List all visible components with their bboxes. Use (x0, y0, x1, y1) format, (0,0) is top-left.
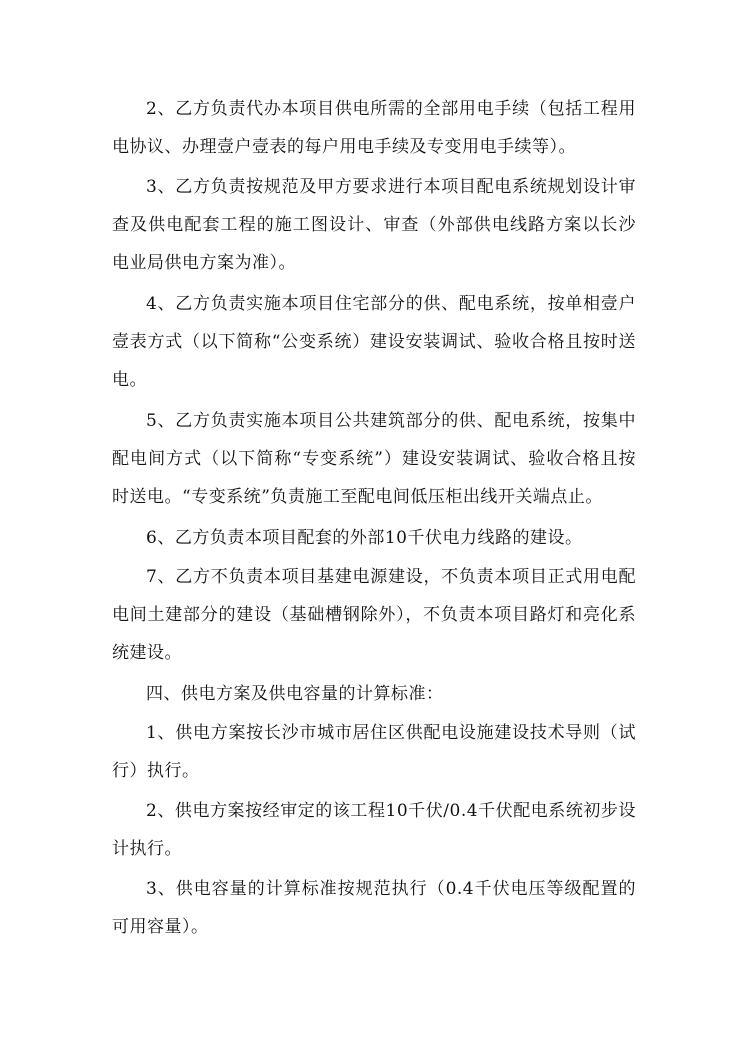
paragraph-item-2-agency: 2、乙方负责代办本项目供电所需的全部用电手续（包括工程用电协议、办理壹户壹表的每户用电手续及专变用电手续等）。 (112, 99, 636, 157)
section-heading-4: 四、供电方案及供电容量的计算标准： (146, 684, 444, 704)
paragraph-item-3-capacity: 3、供电容量的计算标准按规范执行（0.4千伏电压等级配置的可用容量）。 (112, 879, 636, 937)
paragraph-item-6-external-line: 6、乙方负责本项目配套的外部10千伏电力线路的建设。 (146, 528, 583, 548)
paragraph-item-5-public: 5、乙方负责实施本项目公共建筑部分的供、配电系统，按集中配电间方式（以下简称“专变系统”）建设安装调试、验收合格且按时送电。“专变系统”负责施工至配电间低压柜出线开关端点止。 (112, 411, 636, 507)
paragraph-item-2-preliminary-design: 2、供电方案按经审定的该工程10千伏/0.4千伏配电系统初步设计执行。 (112, 801, 636, 859)
paragraph-item-1-guideline: 1、供电方案按长沙市城市居住区供配电设施建设技术导则（试行）执行。 (112, 723, 636, 781)
paragraph-item-7-exclusions: 7、乙方不负责本项目基建电源建设，不负责本项目正式用电配电间土建部分的建设（基础槽钢除外），不负责本项目路灯和亮化系统建设。 (112, 567, 636, 663)
paragraph-item-3-design: 3、乙方负责按规范及甲方要求进行本项目配电系统规划设计审查及供电配套工程的施工图设计、审查（外部供电线路方案以长沙电业局供电方案为准）。 (112, 177, 636, 273)
paragraph-item-4-residential: 4、乙方负责实施本项目住宅部分的供、配电系统，按单相壹户壹表方式（以下简称“公变系统）建设安装调试、验收合格且按时送电。 (112, 294, 636, 390)
